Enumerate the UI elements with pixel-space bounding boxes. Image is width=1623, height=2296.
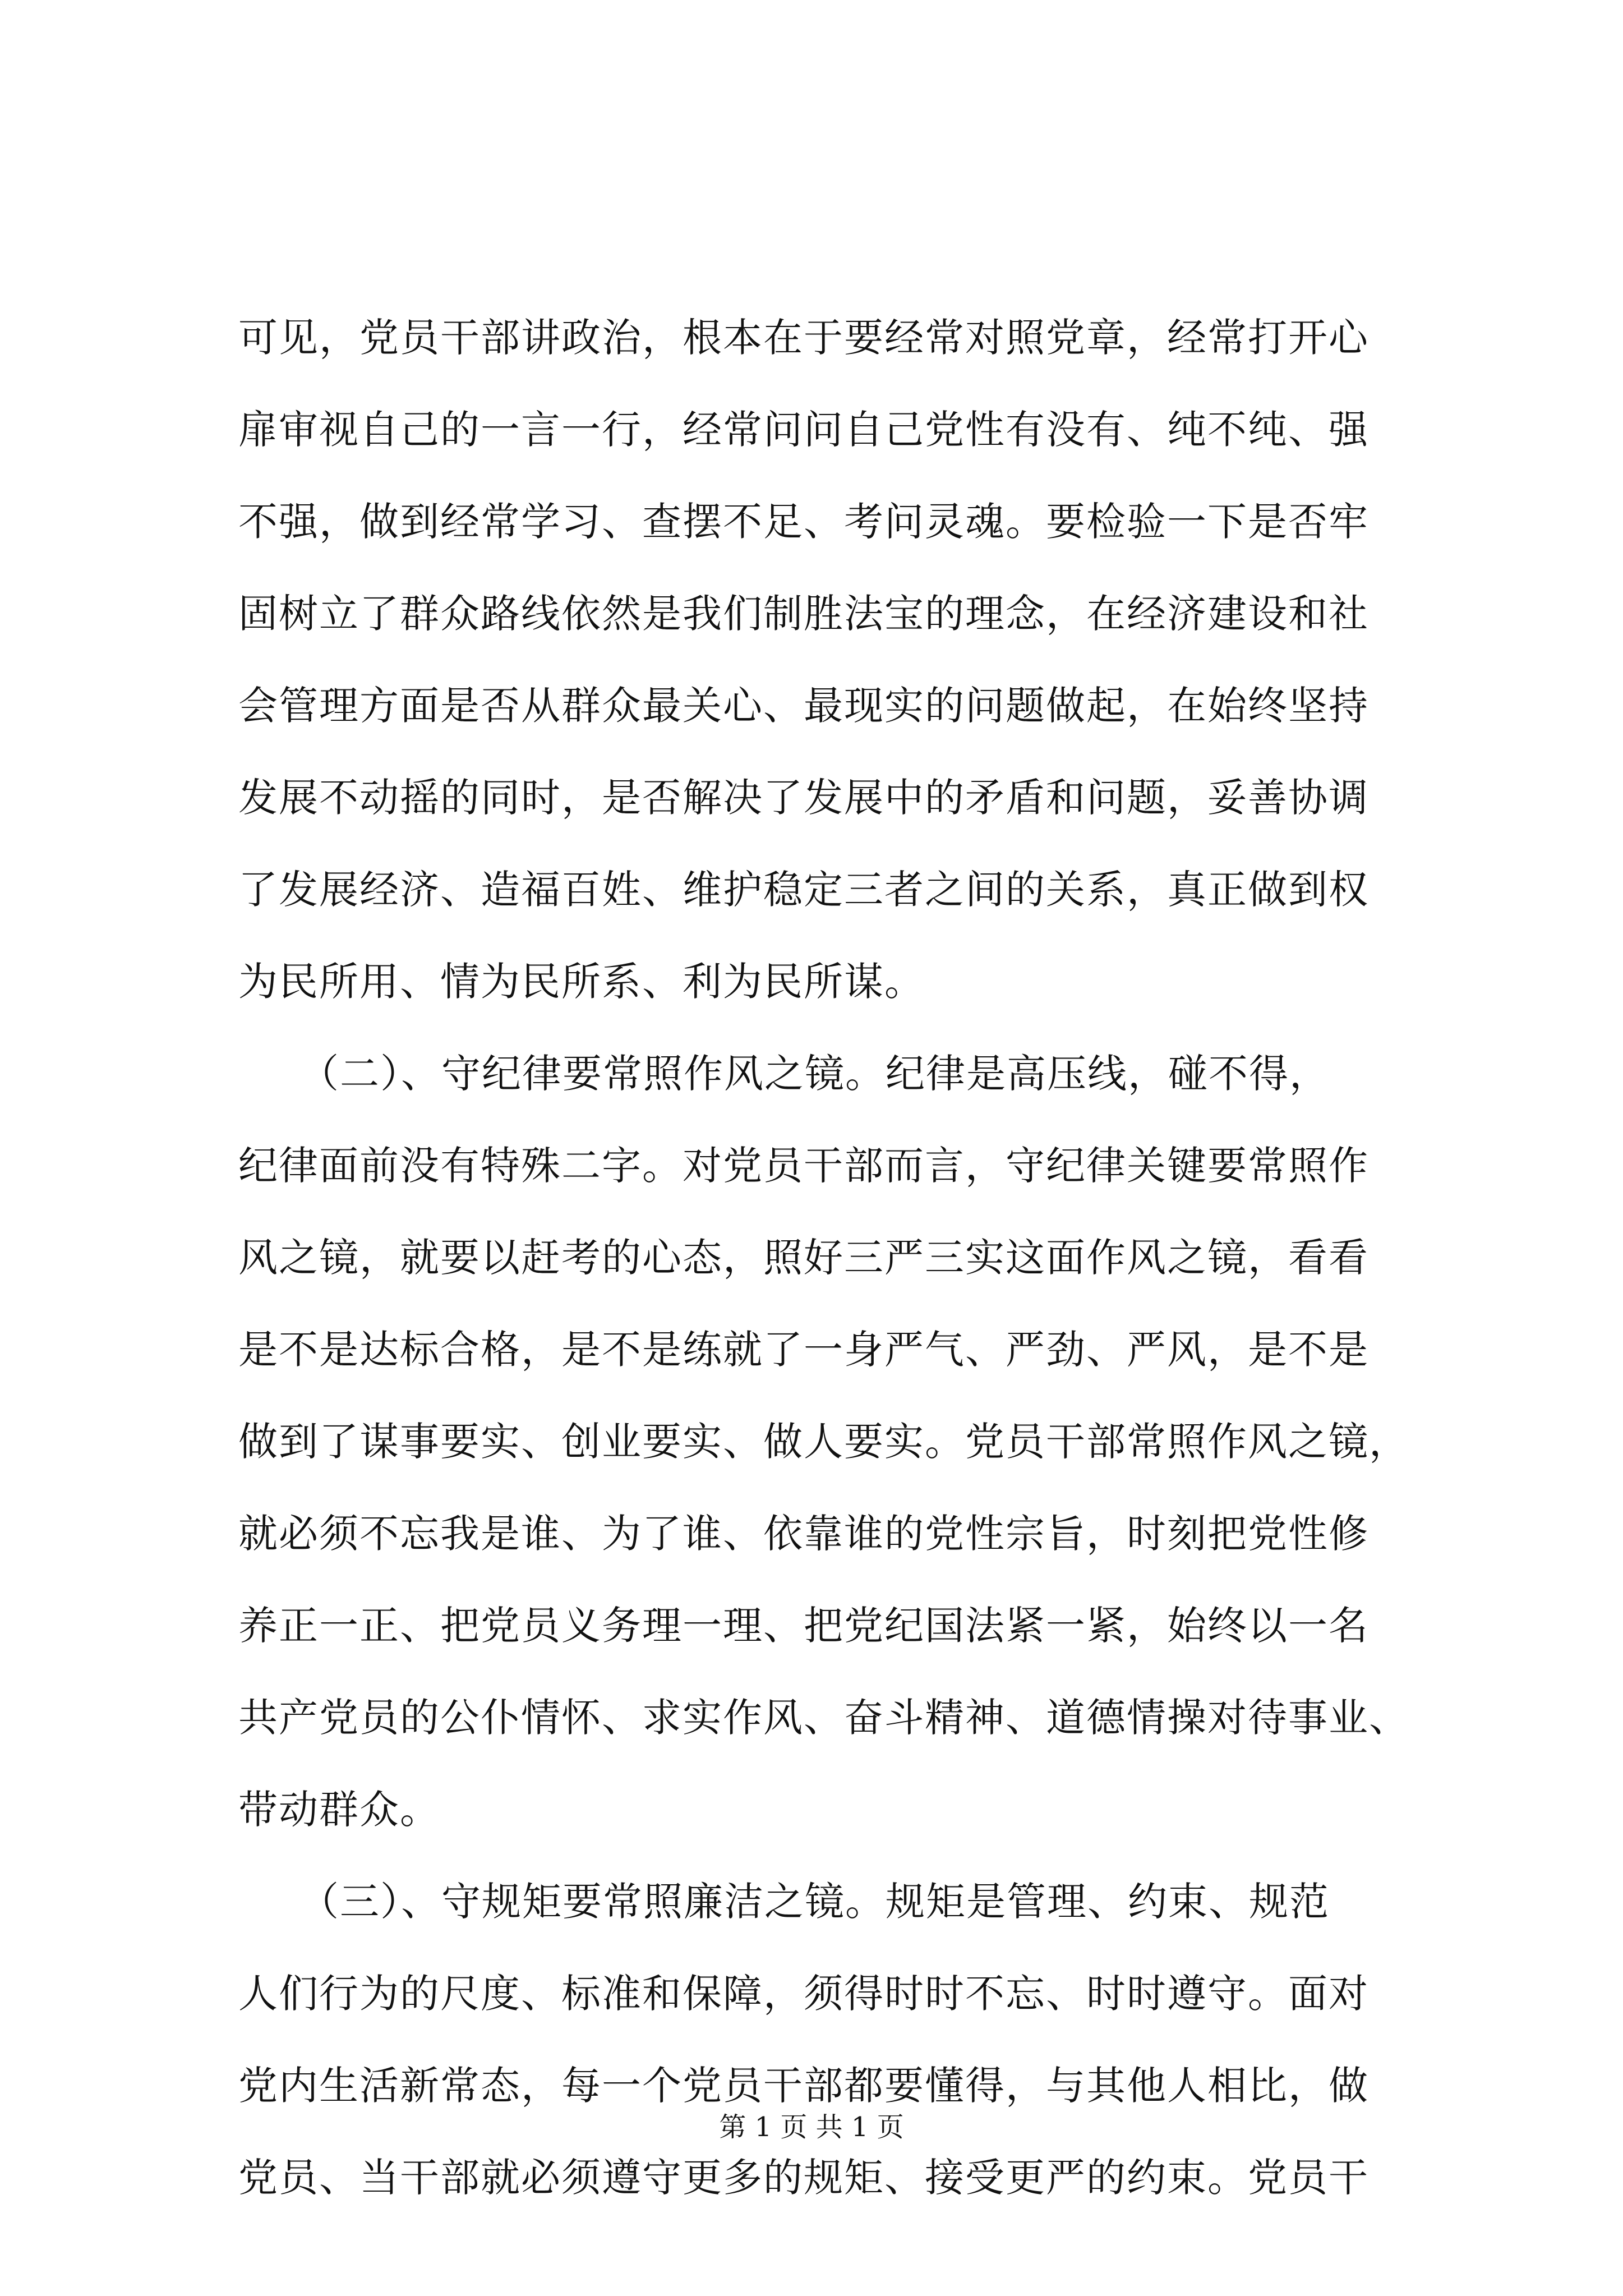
text-line: 风之镜，就要以赶考的心态，照好三严三实这面作风之镜，看看 xyxy=(238,1235,1369,1281)
text-line: 是不是达标合格，是不是练就了一身严气、严劲、严风，是不是 xyxy=(238,1327,1369,1373)
text-line: 固树立了群众路线依然是我们制胜法宝的理念，在经济建设和社 xyxy=(238,591,1369,637)
text-line: 为民所用、情为民所系、利为民所谋。 xyxy=(238,959,925,1005)
text-line: 发展不动摇的同时，是否解决了发展中的矛盾和问题，妥善协调 xyxy=(238,775,1369,821)
text-line: 不强，做到经常学习、查摆不足、考问灵魂。要检验一下是否牢 xyxy=(238,499,1369,545)
text-line: （二）、守纪律要常照作风之镜。纪律是高压线，碰不得， xyxy=(238,1051,1330,1097)
text-line: 带动群众。 xyxy=(238,1787,440,1833)
text-line: 纪律面前没有特殊二字。对党员干部而言，守纪律关键要常照作 xyxy=(238,1143,1369,1189)
text-line: 会管理方面是否从群众最关心、最现实的问题做起，在始终坚持 xyxy=(238,683,1369,729)
body-text xyxy=(238,292,1438,2224)
text-line: 了发展经济、造福百姓、维护稳定三者之间的关系，真正做到权 xyxy=(238,867,1369,913)
text-line: 党员、当干部就必须遵守更多的规矩、接受更严的约束。党员干 xyxy=(238,2155,1369,2201)
text-line: 就必须不忘我是谁、为了谁、依靠谁的党性宗旨，时刻把党性修 xyxy=(238,1511,1369,1557)
text-line: （三）、守规矩要常照廉洁之镜。规矩是管理、约束、规范 xyxy=(238,1879,1330,1925)
text-line: 党内生活新常态，每一个党员干部都要懂得，与其他人相比，做 xyxy=(238,2063,1369,2109)
text-line: 做到了谋事要实、创业要实、做人要实。党员干部常照作风之镜， xyxy=(238,1419,1409,1465)
page-footer: 第 1 页 共 1 页 xyxy=(719,2111,904,2143)
text-line: 扉审视自己的一言一行，经常问问自己党性有没有、纯不纯、强 xyxy=(238,407,1369,453)
text-line: 人们行为的尺度、标准和保障，须得时时不忘、时时遵守。面对 xyxy=(238,1971,1369,2017)
text-line: 养正一正、把党员义务理一理、把党纪国法紧一紧，始终以一名 xyxy=(238,1603,1369,1649)
text-line: 可见，党员干部讲政治，根本在于要经常对照党章，经常打开心 xyxy=(238,315,1369,361)
text-line: 共产党员的公仆情怀、求实作风、奋斗精神、道德情操对待事业、 xyxy=(238,1695,1409,1741)
